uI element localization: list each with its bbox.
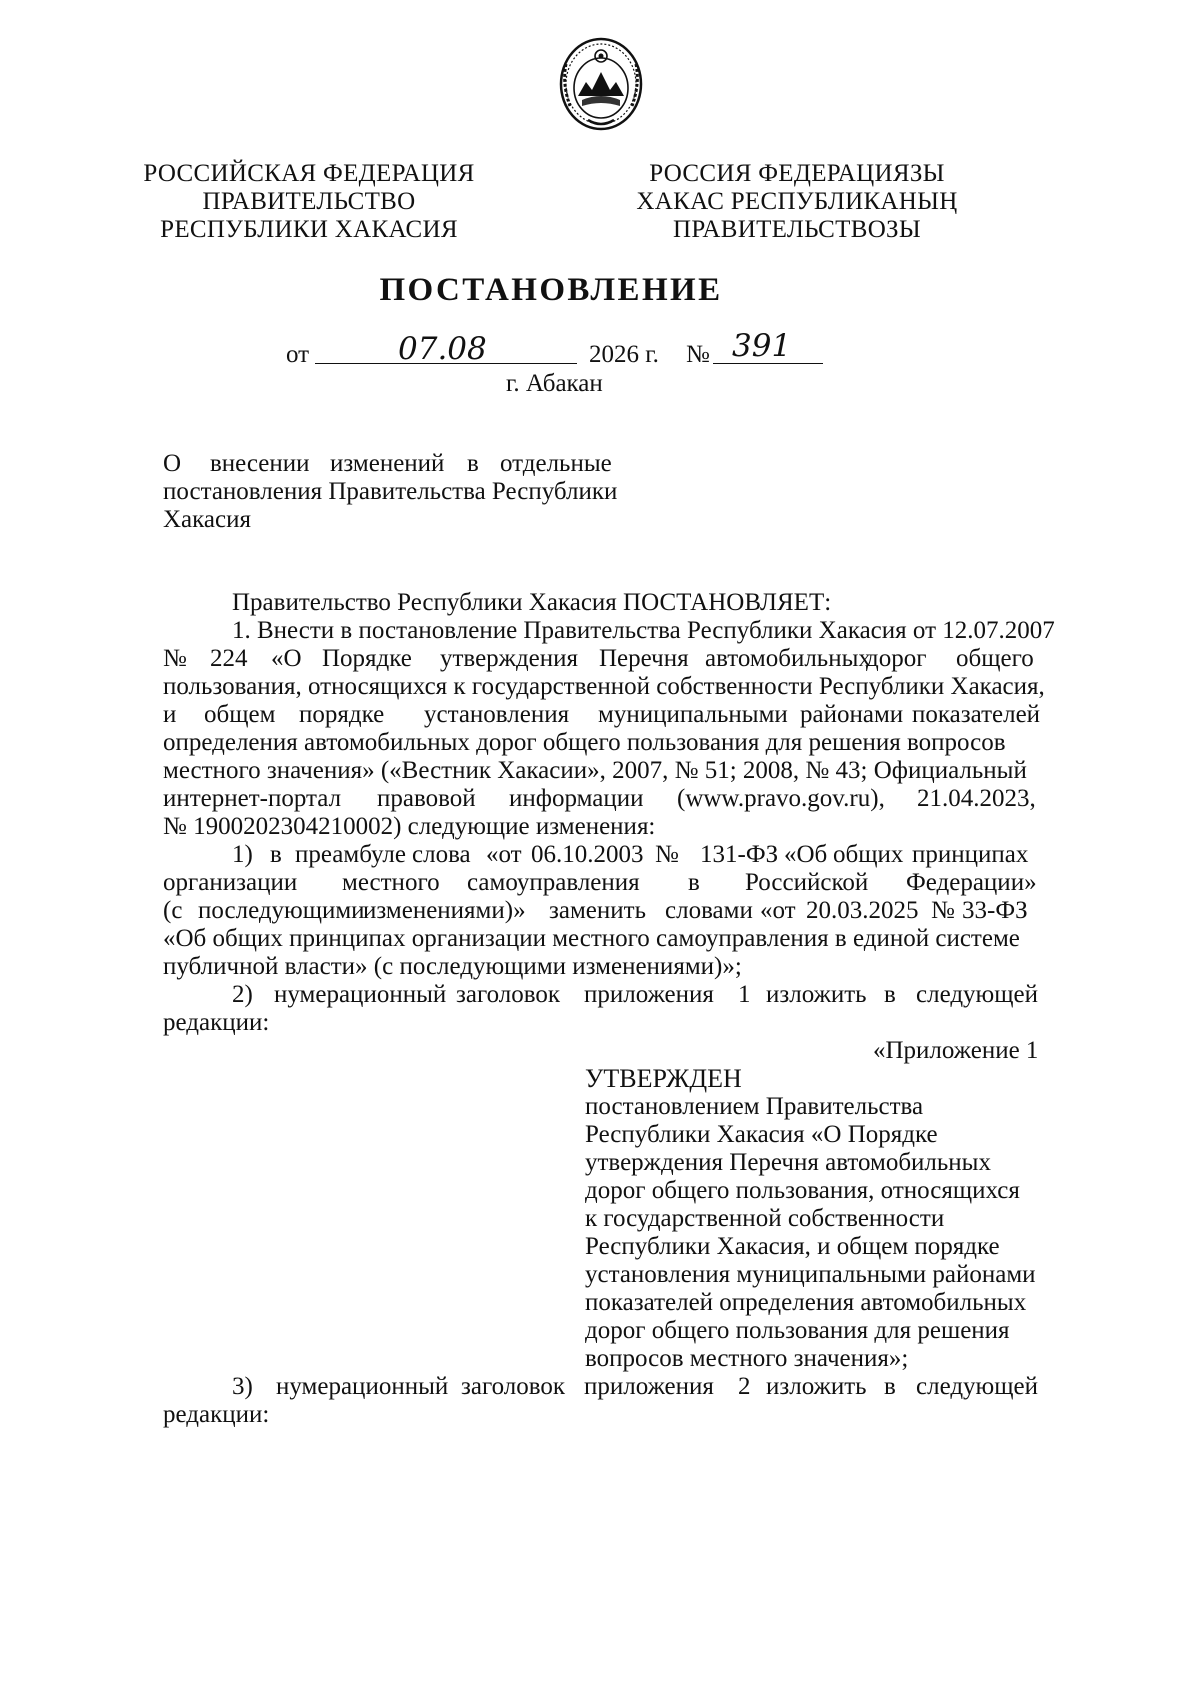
word: в: [884, 1373, 896, 1400]
word: 33-ФЗ: [962, 897, 1028, 924]
word: районами: [800, 701, 904, 728]
preamble: Правительство Республики Хакасия ПОСТАНОВЛЯЕТ:: [232, 589, 832, 616]
word: установления: [424, 701, 570, 728]
word: муниципальными: [598, 701, 788, 728]
word: приложения: [584, 1373, 714, 1400]
subject-word: в: [467, 450, 479, 477]
year-label: 2026 г.: [589, 341, 659, 368]
subject-word: изменений: [330, 450, 445, 477]
word: «от: [486, 841, 522, 868]
p1-line6: местного значения» («Вестник Хакасии», 2007, № 51; 2008, № 43; Официальный: [163, 757, 1027, 784]
approval-line: вопросов местного значения»;: [585, 1345, 909, 1372]
subject-word: отдельные: [500, 450, 612, 477]
coat-of-arms-emblem: [558, 34, 644, 132]
word: преамбуле: [295, 841, 406, 868]
word: №: [931, 897, 955, 924]
i1-line5: публичной власти» (с последующими изменениями)»;: [163, 953, 742, 980]
header-ru-line3: РЕСПУБЛИКИ ХАКАСИЯ: [160, 216, 458, 243]
approved-heading: УТВЕРЖДЕН: [585, 1064, 742, 1093]
word: 1: [738, 981, 751, 1008]
subject-word: О: [163, 450, 182, 477]
header-kjh-line1: РОССИЯ ФЕДЕРАЦИЯЗЫ: [649, 160, 945, 187]
word: информации: [509, 785, 644, 812]
approval-line: Республики Хакасия, и общем порядке: [585, 1233, 1000, 1260]
approval-line: утверждения Перечня автомобильных: [585, 1149, 991, 1176]
word: (с: [163, 897, 183, 924]
header-kjh-line2: ХАКАС РЕСПУБЛИКАНЫҢ: [636, 188, 958, 215]
subject-line3: Хакасия: [163, 506, 251, 533]
approval-line: постановлением Правительства: [585, 1093, 924, 1120]
word: Федерации»: [906, 869, 1037, 896]
word: и: [163, 701, 177, 728]
i3-line2: редакции:: [163, 1401, 270, 1428]
word: интернет-портал: [163, 785, 342, 812]
word: изменениями)»: [363, 897, 526, 924]
approval-line: дорог общего пользования, относящихся: [585, 1177, 1020, 1204]
word: (www.pravo.gov.ru),: [677, 785, 885, 812]
word: общего: [956, 645, 1034, 672]
word: №: [163, 645, 187, 672]
word: «Об: [784, 841, 828, 868]
word: 224: [210, 645, 248, 672]
word: 06.10.2003: [531, 841, 644, 868]
word: 2): [232, 981, 253, 1008]
header-kjh-line3: ПРАВИТЕЛЬСТВОЗЫ: [673, 216, 921, 243]
i1-line4: «Об общих принципах организации местного самоуправления в единой системе: [163, 925, 1020, 952]
subject-word: внесении: [210, 450, 310, 477]
number-handwritten: 391: [732, 328, 792, 364]
word: в: [884, 981, 896, 1008]
word: слова: [412, 841, 471, 868]
word: местного: [342, 869, 440, 896]
p1-line3: пользования, относящихся к государственной собственности Республики Хакасия,: [163, 673, 1045, 700]
word: в: [270, 841, 282, 868]
word: Порядке: [322, 645, 412, 672]
word: общих: [833, 841, 904, 868]
word: заголовок: [456, 981, 561, 1008]
word: «О: [271, 645, 302, 672]
date-handwritten: 07.08: [398, 331, 487, 367]
word: утверждения: [440, 645, 579, 672]
number-sign: №: [686, 341, 710, 368]
city: г. Абакан: [506, 370, 603, 397]
word: показателей: [912, 701, 1041, 728]
word: №: [655, 841, 679, 868]
word: нумерационный: [274, 981, 447, 1008]
word: 131-ФЗ: [700, 841, 779, 868]
word: приложения: [584, 981, 714, 1008]
p1-line8: № 1900202304210002) следующие изменения:: [163, 813, 656, 840]
approval-line: к государственной собственности: [585, 1205, 945, 1232]
word: 20.03.2025: [806, 897, 919, 924]
word: принципах: [912, 841, 1029, 868]
word: дорог: [866, 645, 927, 672]
word: словами: [665, 897, 753, 924]
word: в: [688, 869, 700, 896]
word: Перечня: [599, 645, 689, 672]
word: Российской: [745, 869, 869, 896]
word: самоуправления: [467, 869, 640, 896]
word: 3): [232, 1373, 253, 1400]
word: 1): [232, 841, 253, 868]
p1-line5: определения автомобильных дорог общего пользования для решения вопросов: [163, 729, 1006, 756]
word: изложить: [766, 981, 867, 1008]
word: 21.04.2023,: [917, 785, 1036, 812]
appendix-label: «Приложение 1: [873, 1037, 1039, 1064]
document-title: ПОСТАНОВЛЕНИЕ: [379, 272, 723, 308]
approval-line: Республики Хакасия «О Порядке: [585, 1121, 938, 1148]
approval-line: дорог общего пользования для решения: [585, 1317, 1010, 1344]
approval-line: установления муниципальными районами: [585, 1261, 1036, 1288]
approval-line: показателей определения автомобильных: [585, 1289, 1027, 1316]
word: последующими: [198, 897, 365, 924]
word: 2: [738, 1373, 751, 1400]
subject-line2: постановления Правительства Республики: [163, 478, 618, 505]
word: организации: [163, 869, 298, 896]
date-from-label: от: [286, 341, 310, 368]
header-ru-line1: РОССИЙСКАЯ ФЕДЕРАЦИЯ: [143, 160, 475, 187]
word: автомобильных: [705, 645, 871, 672]
word: изложить: [766, 1373, 867, 1400]
i2-line2: редакции:: [163, 1009, 270, 1036]
word: правовой: [377, 785, 476, 812]
header-ru-line2: ПРАВИТЕЛЬСТВО: [202, 188, 416, 215]
word: следующей: [916, 1373, 1038, 1400]
p1-line1: 1. Внести в постановление Правительства Республики Хакасия от 12.07.2007: [232, 617, 1055, 644]
word: порядке: [299, 701, 385, 728]
word: нумерационный: [276, 1373, 449, 1400]
word: заменить: [549, 897, 646, 924]
word: «от: [760, 897, 796, 924]
word: следующей: [916, 981, 1038, 1008]
word: заголовок: [461, 1373, 566, 1400]
word: общем: [204, 701, 276, 728]
